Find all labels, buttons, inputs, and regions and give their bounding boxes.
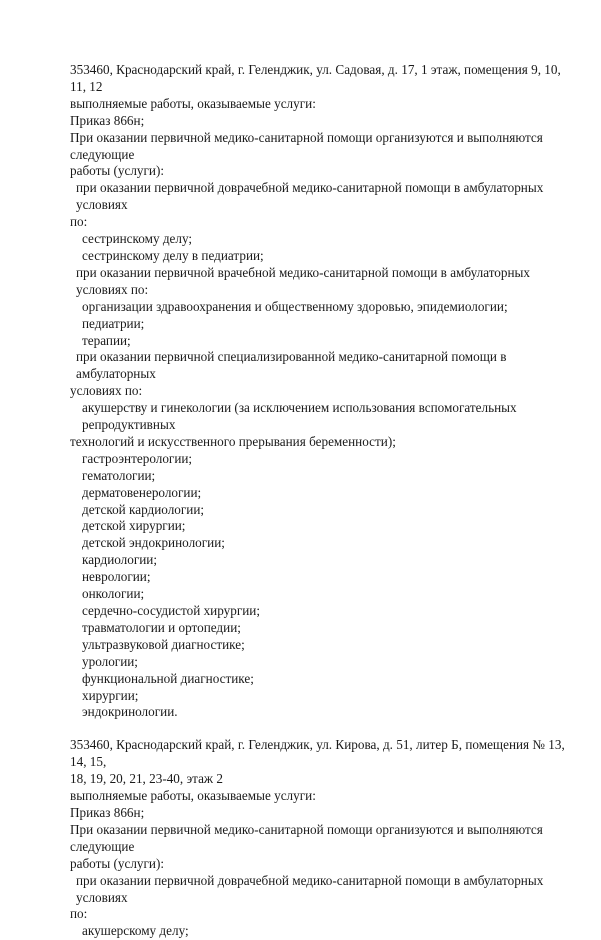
- license-section-sadovaya: [70, 62, 570, 721]
- list-item: хирургии;: [82, 687, 139, 703]
- list-item: сердечно-сосудистой хирургии;: [82, 603, 261, 618]
- intro-text-continued: работы (услуги):: [70, 855, 165, 871]
- intro-text: При оказании первичной медико-санитарной помощи организуются и выполняются следующие: [70, 129, 547, 162]
- intro-text-continued: работы (услуги):: [70, 163, 165, 179]
- group-heading-continued: условиях по:: [70, 383, 143, 399]
- list-item: организации здравоохранения и общественному здоровью, эпидемиологии;: [82, 298, 508, 314]
- address: 353460, Краснодарский край, г. Геленджик, ул. Садовая, д. 17, 1 этаж, помещения 9, 10, 11, 12: [70, 62, 565, 94]
- list-item: гастроэнтерологии;: [82, 450, 193, 466]
- list-item: травматологии и ортопедии;: [82, 619, 241, 635]
- group-heading-continued: по:: [70, 906, 88, 922]
- order-reference: Приказ 866н;: [70, 804, 145, 820]
- group-heading: при оказании первичной доврачебной медико-санитарной помощи в амбулаторных условиях: [76, 180, 547, 213]
- list-item: неврологии;: [82, 569, 151, 585]
- group-heading: при оказании первичной врачебной медико-санитарной помощи в амбулаторных условиях по:: [76, 264, 534, 297]
- list-item: акушерству и гинекологии (за исключением использования вспомогательных репродуктивных: [82, 400, 520, 433]
- list-item: акушерскому делу;: [82, 923, 189, 939]
- list-item-continued: технологий и искусственного прерывания беременности);: [70, 433, 396, 449]
- list-item: детской эндокринологии;: [82, 535, 225, 551]
- license-section-kirova: [70, 737, 570, 940]
- group-heading: при оказании первичной доврачебной медико-санитарной помощи в амбулаторных условиях: [76, 872, 547, 905]
- address-continued: 18, 19, 20, 21, 23-40, этаж 2: [70, 771, 223, 787]
- list-item: ультразвуковой диагностике;: [82, 636, 245, 652]
- list-item: детской кардиологии;: [82, 501, 205, 517]
- group-heading: при оказании первичной специализированной медико-санитарной помощи в амбулаторных: [76, 349, 510, 382]
- works-label: выполняемые работы, оказываемые услуги:: [70, 95, 316, 111]
- list-item: детской хирургии;: [82, 518, 186, 534]
- order-reference: Приказ 866н;: [70, 112, 145, 128]
- list-item: сестринскому делу в педиатрии;: [82, 247, 264, 263]
- group-heading-continued: по:: [70, 214, 88, 230]
- list-item: эндокринологии.: [82, 704, 178, 720]
- list-item: урологии;: [82, 653, 138, 669]
- document-page: [70, 62, 570, 940]
- address: 353460, Краснодарский край, г. Геленджик, ул. Кирова, д. 51, литер Б, помещения № 13, 14, 15,: [70, 737, 569, 770]
- section-divider: [70, 721, 570, 737]
- list-item: терапии;: [82, 332, 131, 348]
- list-item: онкологии;: [82, 586, 145, 602]
- list-item: педиатрии;: [82, 315, 145, 331]
- intro-text: При оказании первичной медико-санитарной помощи организуются и выполняются следующие: [70, 821, 547, 854]
- works-label: выполняемые работы, оказываемые услуги:: [70, 788, 316, 804]
- list-item: сестринскому делу;: [82, 231, 193, 247]
- list-item: гематологии;: [82, 467, 156, 483]
- list-item: дерматовенерологии;: [82, 484, 202, 500]
- list-item: функциональной диагностике;: [82, 670, 254, 686]
- list-item: кардиологии;: [82, 552, 158, 568]
